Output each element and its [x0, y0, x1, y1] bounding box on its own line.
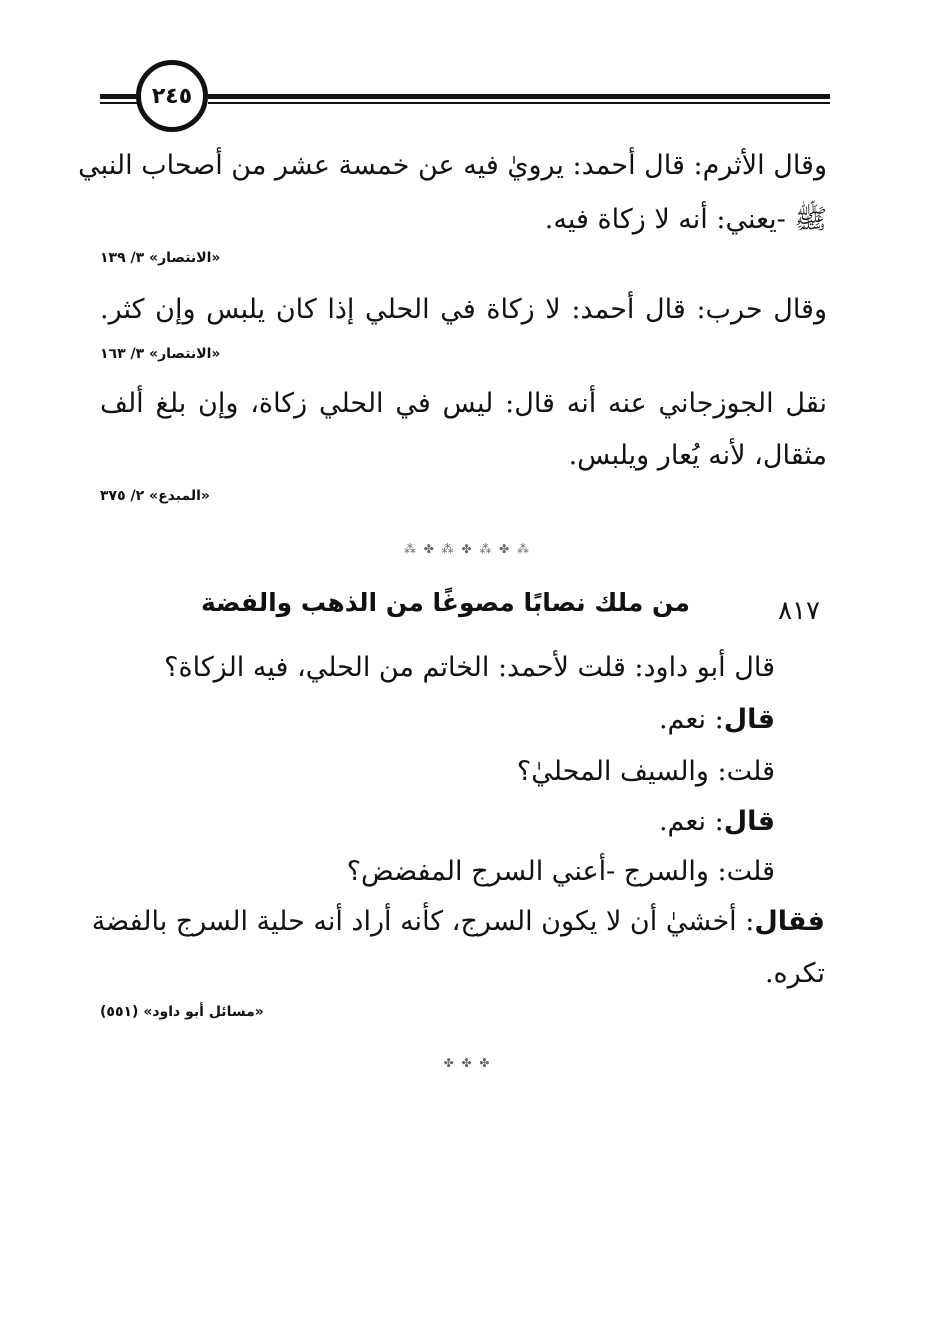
- section-line-4: [100, 806, 775, 838]
- section-line-5: قلت: والسرج -أعني السرج المفضض؟: [346, 856, 775, 887]
- answer-text: : أخشيٰ أن لا يكون السرج، كأنه أراد أنه حلية السرج بالفضة: [91, 906, 755, 937]
- section-line-1: قال أبو داود: قلت لأحمد: الخاتم من الحلي، فيه الزكاة؟: [164, 652, 775, 683]
- section-line-7: تكره.: [764, 958, 825, 989]
- entry-1-line-2: ﷺ -يعني: أنه لا زكاة فيه.: [544, 204, 827, 235]
- section-title: من ملك نصابًا مصوغًا من الذهب والفضة: [200, 588, 690, 617]
- entry-3-line-1: نقل الجوزجاني عنه أنه قال: ليس في الحلي زكاة، وإن بلغ ألف: [100, 388, 827, 419]
- ornament-end: ✤ ✤ ✤: [443, 1056, 492, 1070]
- entry-3-line-2: مثقال، لأنه يُعار ويلبس.: [568, 440, 827, 471]
- ornament-divider: ⁂ ✤ ⁂ ✤ ⁂ ✤ ⁂: [403, 542, 532, 556]
- page-number: ٢٤٥: [151, 83, 193, 109]
- entry-2-source: «الانتصار» ٣/ ١٦٣: [100, 346, 221, 362]
- entry-1-source: «الانتصار» ٣/ ١٣٩: [100, 250, 221, 266]
- header-rule-thick: [208, 94, 830, 99]
- section-line-2: [100, 704, 775, 736]
- page-number-circle: [136, 60, 208, 132]
- speaker-label: فقال: [754, 906, 825, 937]
- answer-text: : نعم.: [658, 806, 724, 837]
- section-line-3: قلت: والسيف المحليٰ؟: [516, 756, 775, 787]
- entry-2-line-1: وقال حرب: قال أحمد: لا زكاة في الحلي إذا كان يلبس وإن كثر.: [100, 294, 827, 325]
- header-rule-left-thin: [100, 102, 140, 104]
- section-line-6: [91, 906, 825, 938]
- header-rule-left: [100, 94, 140, 99]
- header-rule-thin: [208, 102, 830, 104]
- answer-text: : نعم.: [658, 704, 724, 735]
- speaker-label: قال: [723, 704, 775, 735]
- speaker-label: قال: [723, 806, 775, 837]
- entry-1-line-1: وقال الأثرم: قال أحمد: يرويٰ فيه عن خمسة عشر من أصحاب النبي: [78, 150, 827, 181]
- entry-3-source: «المبدع» ٢/ ٣٧٥: [100, 488, 210, 504]
- section-source: «مسائل أبو داود» (٥٥١): [100, 1004, 264, 1020]
- section-number: ٨١٧: [778, 596, 820, 626]
- page-header: [100, 58, 830, 138]
